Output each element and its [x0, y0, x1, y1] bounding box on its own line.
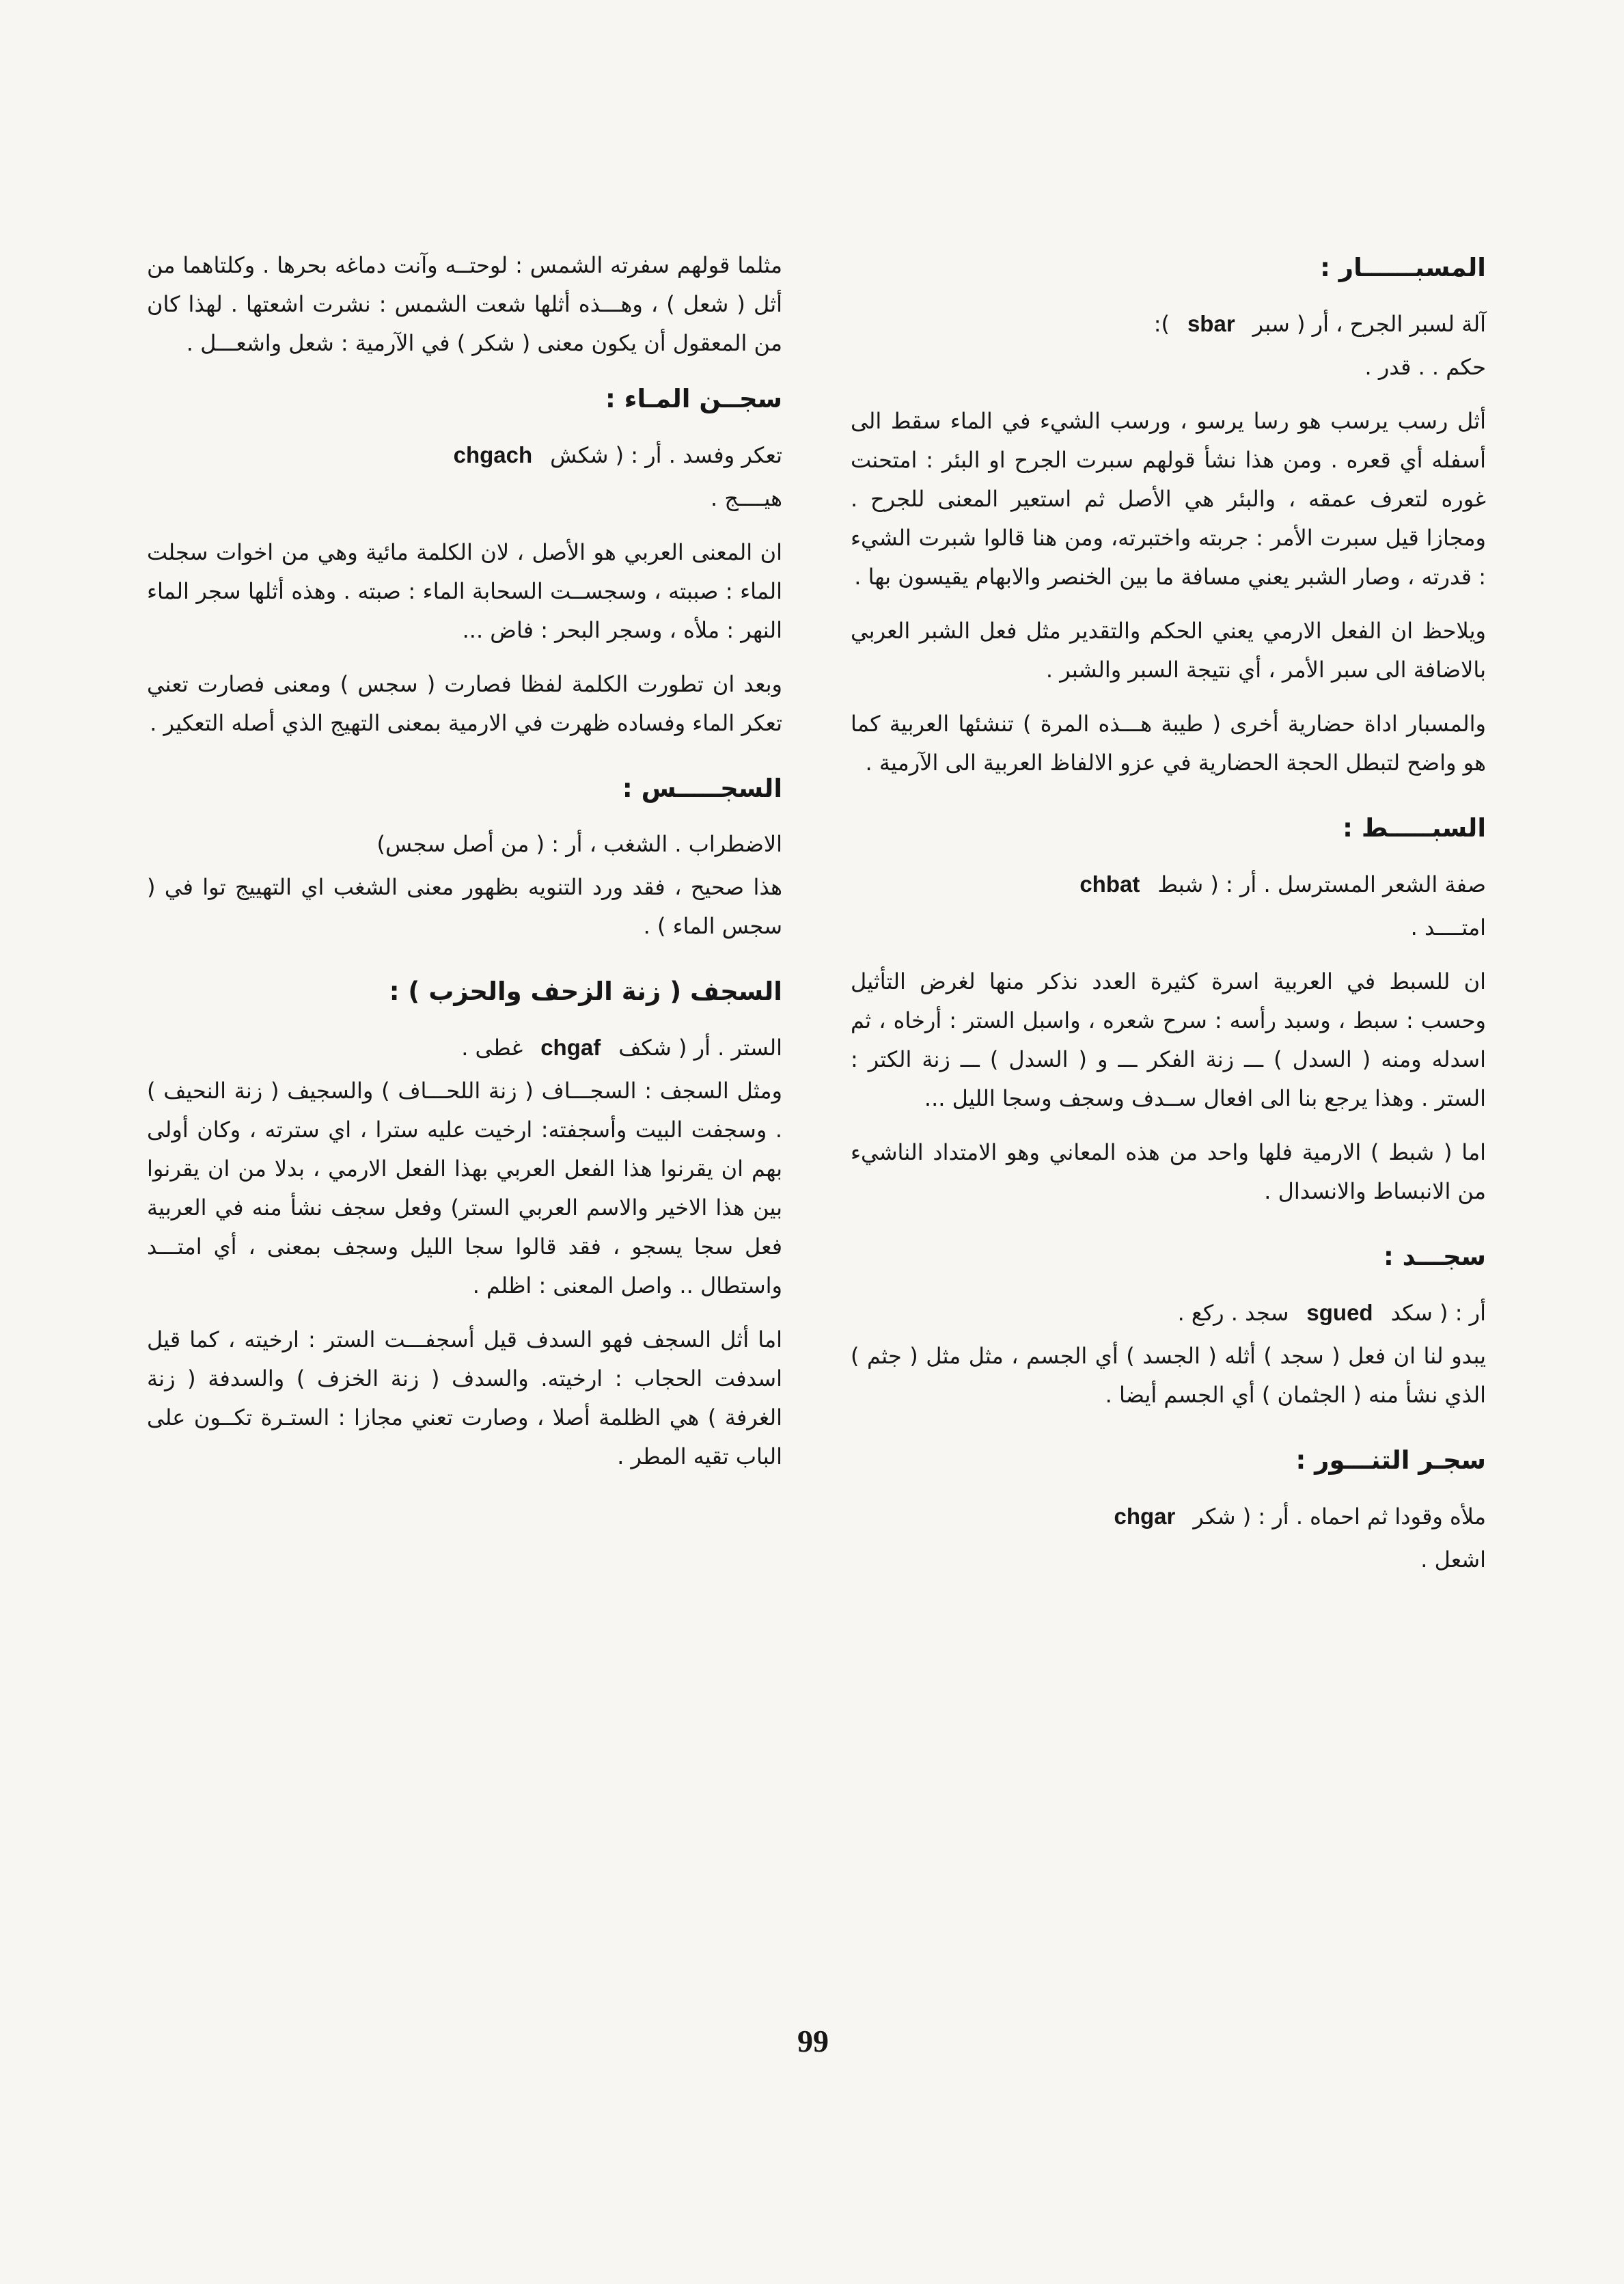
transliteration: chgar [1114, 1504, 1176, 1529]
etymology-meaning: آلة لسبر الجرح ، أر ( سبر [1252, 311, 1486, 337]
paragraph: أثل رسب يرسب هو رسا يرسو ، ورسب الشيء في الماء سقط الى أسفله أي قعره . ومن هذا نشأ قولهم سبرت الجرح او البئر : امتحنت غوره لتعرف عمقه ، والبئر هي الأصل ثم استعير المعنى للجرح . ومجازا قيل سبرت الأمر : جربته واختبرته، ومن هنا قالوا شبرت الشيء : قدرته ، وصار الشبر يعني مسافة ما بين الخنصر والابهام يقيسون بها . [851, 408, 1486, 590]
transliteration: chbat [1079, 871, 1140, 897]
headword: المسبــــــار : [1320, 253, 1486, 282]
etymology-line [147, 1028, 782, 1068]
etymology-meaning: الاضطراب . الشغب ، أر : ( من أصل سجس) [376, 831, 782, 857]
etymology-meaning: ملأه وقودا ثم احماه . أر : ( شكر [1193, 1504, 1486, 1530]
etymology-meaning: الستر . أر ( شكف [618, 1035, 782, 1061]
paragraph: اما أثل السجف فهو السدف قيل أسجفـــت الستر : ارخيته ، كما قيل اسدفت الحجاب : ارخيته. والسدف ( زنة الخزف ) والسدفة ( زنة الغرفة ) هي الظلمة أصلا ، وصارت تعني مجازا : الستـرة تكــون على الباب تقيه المطر . [147, 1327, 782, 1469]
etymology-meaning: تعكر وفسد . أر : ( شكش [550, 442, 782, 468]
etymology-continuation: امتــــد . [1410, 914, 1486, 940]
entry-sabt [851, 807, 1486, 1211]
transliteration: sbar [1187, 311, 1235, 336]
entry-sajada [851, 1236, 1486, 1415]
etymology-line [851, 304, 1486, 344]
entry-sajf [147, 970, 782, 1476]
paragraph: اما ( شبط ) الارمية فلها واحد من هذه المعاني وهو الامتداد الناشيء من الانبساط والانسدال . [851, 1139, 1486, 1204]
headword: سجـــد : [1383, 1242, 1486, 1271]
paragraph: يبدو لنا ان فعل ( سجد ) أثله ( الجسد ) أي الجسم ، مثل مثل ( جثم ) الذي نشأ منه ( الجثمان ) أي الجسم أيضا . [851, 1343, 1486, 1408]
paragraph: والمسبار اداة حضارية أخرى ( طيبة هـــذه المرة ) تنشئها العربية كما هو واضح لتبطل الحجة الحضارية في عزو الالفاظ العربية الى الآرمية . [851, 711, 1486, 776]
entry-misbar [851, 247, 1486, 783]
etymology-meaning: أر : ( سكد [1390, 1300, 1486, 1326]
paragraph: ان المعنى العربي هو الأصل ، لان الكلمة مائية وهي من اخوات سجلت الماء : صببته ، وسجســت السحابة الماء : صبته . وهذه أثلها سجر الماء النهر : ملأه ، وسجر البحر : فاض ... [147, 539, 782, 643]
paragraph: ومثل السجف : السجـــاف ( زنة اللحـــاف ) والسجيف ( زنة النحيف ) . وسجفت البيت وأسجفته: ارخيت عليه سترا ، اي سترته ، وكان أولى بهم ان يقرنوا هذا الفعل العربي بهذا الفعل الارمي ، بدلا من ان يقرنوا بين هذا الاخير والاسم العربي الستر) وفعل سجف نشأ منه في العربية فعل سجا يسجو ، فقد قالوا سجا الليل وسجف بمعنى ، أي امتـــد واستطال .. واصل المعنى : اظلم . [147, 1078, 782, 1299]
etymology-tail: غطى . [461, 1035, 523, 1061]
etymology-continuation: اشعل . [1420, 1547, 1486, 1573]
etymology-tail: ): [1153, 311, 1170, 337]
right-column [851, 243, 1486, 1604]
entry-sajas [147, 767, 782, 946]
entry-sajana-alma [147, 378, 782, 743]
paragraph: هذا صحيح ، فقد ورد التنويه بظهور معنى الشغب اي التهييج توا في ( سجس الماء ) . [147, 874, 782, 939]
etymology-line [851, 865, 1486, 904]
headword: سجــن المـاء : [605, 384, 782, 413]
etymology-line [851, 1497, 1486, 1536]
etymology-meaning: صفة الشعر المسترسل . أر : ( شبط [1157, 871, 1486, 897]
left-column [147, 246, 782, 1501]
transliteration: chgach [453, 442, 533, 467]
headword: السجف ( زنة الزحف والحزب ) : [389, 977, 782, 1006]
page-number: 99 [797, 2024, 829, 2058]
headword: السبـــــط : [1343, 813, 1486, 843]
headword: السجـــــس : [622, 774, 782, 803]
transliteration: sgued [1306, 1300, 1373, 1325]
transliteration: chgaf [540, 1035, 601, 1060]
etymology-line [851, 1293, 1486, 1333]
etymology-continuation: حكم . . قدر . [1364, 354, 1486, 380]
paragraph: ان للسبط في العربية اسرة كثيرة العدد نذكر منها لغرض التأثيل وحسب : سبط ، وسبد رأسه : سرح شعره ، واسبل الستر : أرخاه ، ثم اسدله ومنه ( السدل ) ـــ زنة الفكر ـــ و ( السدل ) ـــ زنة الكتر : الستر . وهذا يرجع بنا الى افعال ســدف وسجف وسجا الليل ... [851, 968, 1486, 1111]
continued-paragraph: مثلما قولهم سفرته الشمس : لوحتــه وآنت دماغه بحرها . وكلتاهما من أثل ( شعل ) ، وهـــذه أثلها شعت الشمس : نشرت اشعتها . لهذا كان من المعقول أن يكون معنى ( شكر ) في الآرمية : شعل واشعـــل . [147, 252, 782, 356]
etymology-line [147, 825, 782, 864]
etymology-line [147, 435, 782, 475]
paragraph: وبعد ان تطورت الكلمة لفظا فصارت ( سجس ) ومعنى فصارت تعني تعكر الماء وفساده ظهرت في الارمية بمعنى التهيج الذي أصله التعكير . [147, 671, 782, 736]
headword: سجـر التنـــور : [1295, 1445, 1486, 1475]
entry-sajara [851, 1439, 1486, 1579]
etymology-continuation: هيــــج . [710, 485, 782, 511]
paragraph: ويلاحظ ان الفعل الارمي يعني الحكم والتقدير مثل فعل الشبر العربي بالاضافة الى سبر الأمر ، أي نتيجة السبر والشبر . [851, 618, 1486, 683]
etymology-tail: سجد . ركع . [1177, 1300, 1289, 1326]
